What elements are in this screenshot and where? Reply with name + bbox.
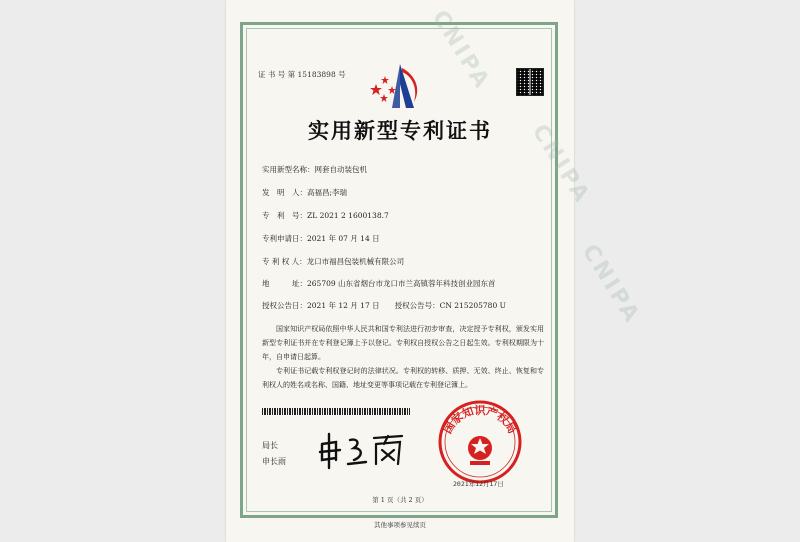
field-value: 2021 年 12 月 17 日 授权公告号：CN 215205780 U [307, 301, 506, 310]
field-value: 2021 年 07 月 14 日 [307, 234, 380, 243]
field-label: 实用新型名称： [262, 165, 315, 174]
field-label: 授权公告日： [262, 301, 307, 310]
barcode-icon [262, 408, 410, 415]
certificate-paragraph-2: 专利证书记载专利权登记时的法律状况。专利权的转移、质押、无效、终止、恢复和专利权人的姓名或名称、国籍、地址变更等事项记载在专利登记簿上。 [262, 367, 544, 389]
field-value: 高福昌;李瑞 [307, 188, 348, 197]
director-name: 申长雨 [262, 457, 286, 466]
footnote: 其他事项参见续页 [374, 521, 426, 529]
field-value: ZL 2021 2 1600138.7 [307, 211, 389, 220]
cnipa-emblem-icon [370, 62, 430, 112]
field-application-date [262, 233, 380, 244]
page-info: 第 1 页（共 2 页） [372, 496, 428, 504]
field-value: 网套自动装包机 [314, 165, 367, 174]
field-inventor [262, 187, 347, 198]
field-utility-model-name [262, 164, 367, 175]
field-label: 专 利 权 人： [262, 257, 307, 266]
field-label: 专 利 号： [262, 211, 307, 220]
qr-code-icon [516, 68, 544, 96]
director-title: 局长 [262, 441, 278, 450]
watermark-cnipa: CNIPA [576, 240, 646, 329]
certificate-number: 证 书 号 第 15183898 号 [258, 70, 346, 79]
field-address [262, 278, 496, 289]
certificate-title: 实用新型专利证书 [308, 118, 492, 143]
seal-text: 国家知识产权局 [441, 404, 519, 436]
seal-date: 2021年12月17日 [453, 480, 504, 488]
field-patentee [262, 256, 404, 267]
field-value: 龙口市福昌包装机械有限公司 [306, 257, 405, 266]
director-signature [318, 430, 408, 470]
watermark-cnipa: CNIPA [426, 6, 496, 95]
watermark-cnipa: CNIPA [526, 120, 596, 209]
field-value: 265709 山东省烟台市龙口市兰高镇蓉年科技创业园东首 [307, 279, 496, 288]
field-grant-date [262, 300, 506, 311]
field-label: 专利申请日： [262, 234, 307, 243]
field-patent-number [262, 210, 389, 221]
svg-text:国家知识产权局 [440, 403, 519, 436]
certificate-paragraph-1: 国家知识产权局依照中华人民共和国专利法进行初步审查，决定授予专利权，颁发实用新型专利证书并在专利登记簿上予以登记。专利权自授权公告之日起生效。专利权期限为十年，自申请日起算。 [262, 325, 544, 361]
official-seal [430, 398, 530, 486]
field-label: 发 明 人： [262, 188, 307, 197]
field-label: 地 址： [262, 279, 307, 288]
